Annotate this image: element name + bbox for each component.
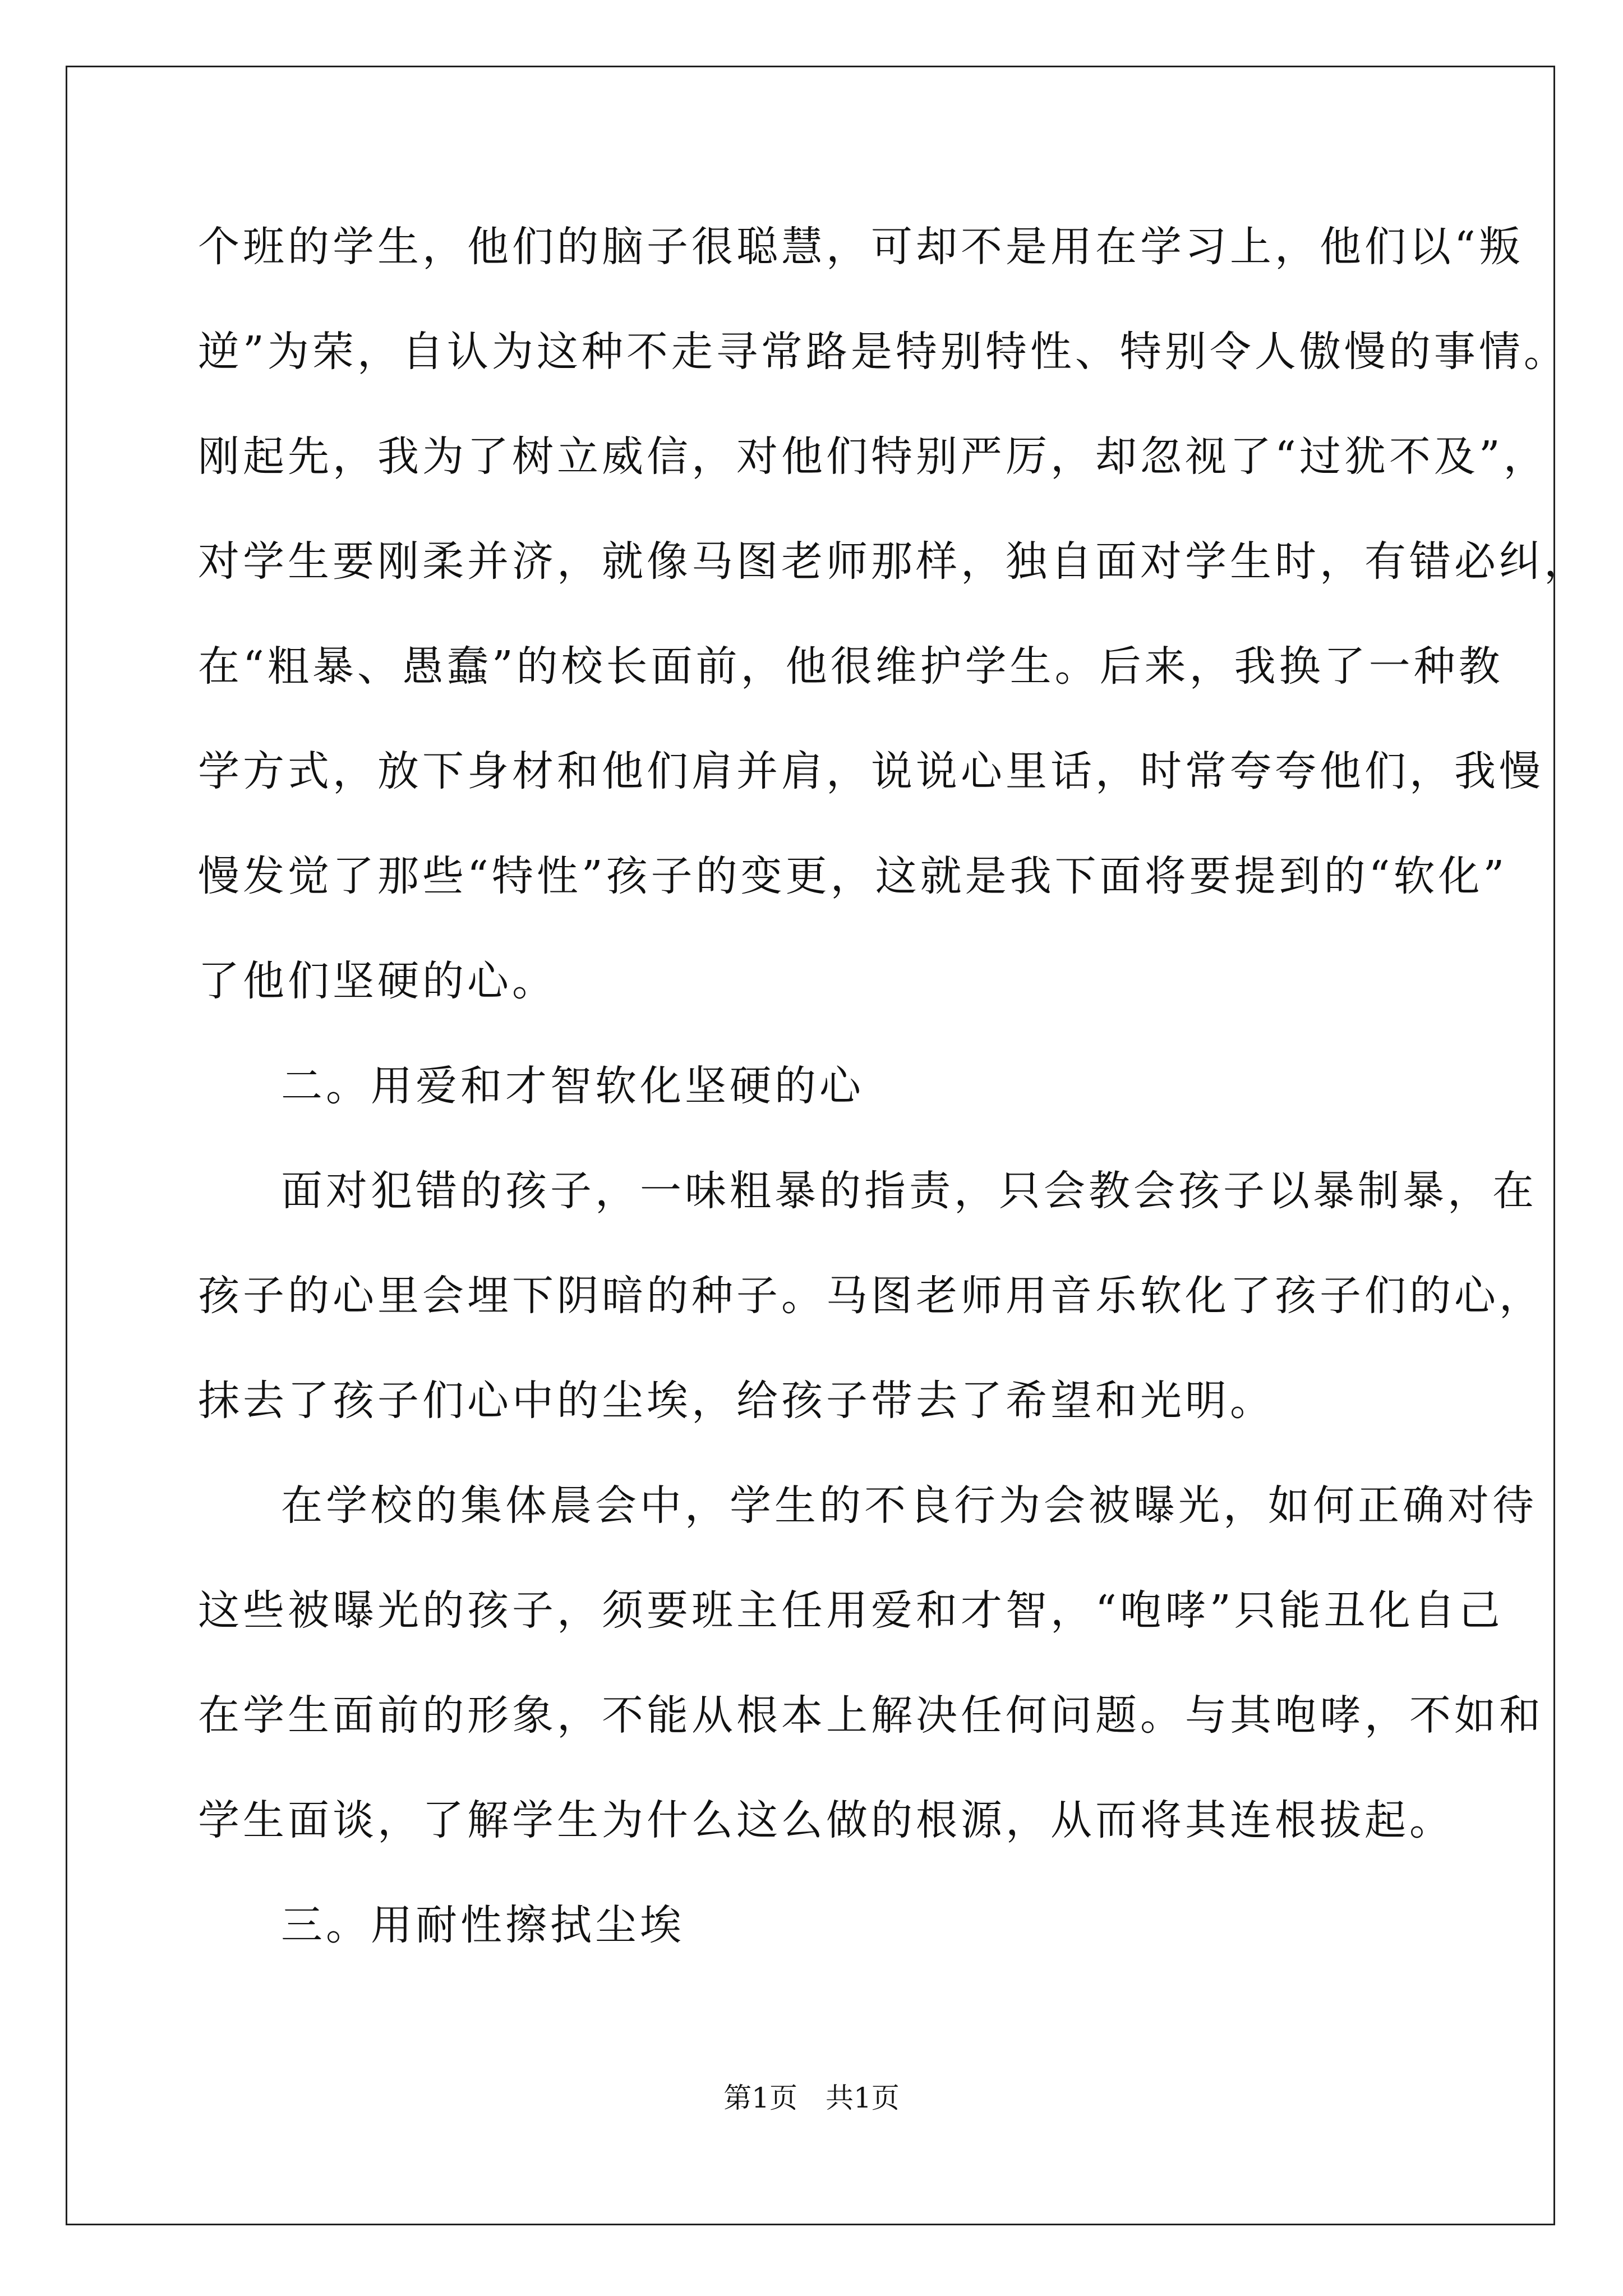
text-line-7: 慢发觉了那些“特性”孩子的变更，这就是我下面将要提到的“软化” [198, 852, 1508, 900]
text-line-4: 对学生要刚柔并济，就像马图老师那样，独自面对学生时，有错必纠， [198, 537, 1589, 586]
text-line-3: 刚起先，我为了树立威信，对他们特别严厉，却忽视了“过犹不及”， [198, 432, 1548, 481]
section-heading-3: 三。用耐性擦拭尘埃 [281, 1901, 685, 1949]
page-number-footer: 第1页 共1页 [723, 2082, 900, 2114]
text-line-12: 抹去了孩子们心中的尘埃，给孩子带去了希望和光明。 [198, 1377, 1275, 1425]
text-line-13: 在学校的集体晨会中，学生的不良行为会被曝光，如何正确对待 [281, 1481, 1537, 1530]
text-line-14: 这些被曝光的孩子，须要班主任用爱和才智，“咆哮”只能丑化自己 [198, 1586, 1504, 1635]
text-line-10: 面对犯错的孩子，一味粗暴的指责，只会教会孩子以暴制暴，在 [281, 1167, 1537, 1215]
text-line-5: 在“粗暴、愚蠢”的校长面前，他很维护学生。后来，我换了一种教 [198, 642, 1504, 691]
text-line-2: 逆”为荣，自认为这种不走寻常路是特别特性、特别令人傲慢的事情。 [198, 328, 1569, 376]
text-line-16: 学生面谈，了解学生为什么这么做的根源，从而将其连根拔起。 [198, 1796, 1454, 1844]
text-line-11: 孩子的心里会埋下阴暗的种子。马图老师用音乐软化了孩子们的心， [198, 1272, 1544, 1320]
text-line-1: 个班的学生，他们的脑子很聪慧，可却不是用在学习上，他们以“叛 [198, 223, 1524, 271]
text-line-15: 在学生面前的形象，不能从根本上解决任何问题。与其咆哮，不如和 [198, 1691, 1544, 1740]
text-line-8: 了他们坚硬的心。 [198, 957, 557, 1005]
section-heading-2: 二。用爱和才智软化坚硬的心 [281, 1062, 864, 1110]
document-body [198, 213, 1589, 1996]
text-line-6: 学方式，放下身材和他们肩并肩，说说心里话，时常夸夸他们，我慢 [198, 747, 1544, 795]
